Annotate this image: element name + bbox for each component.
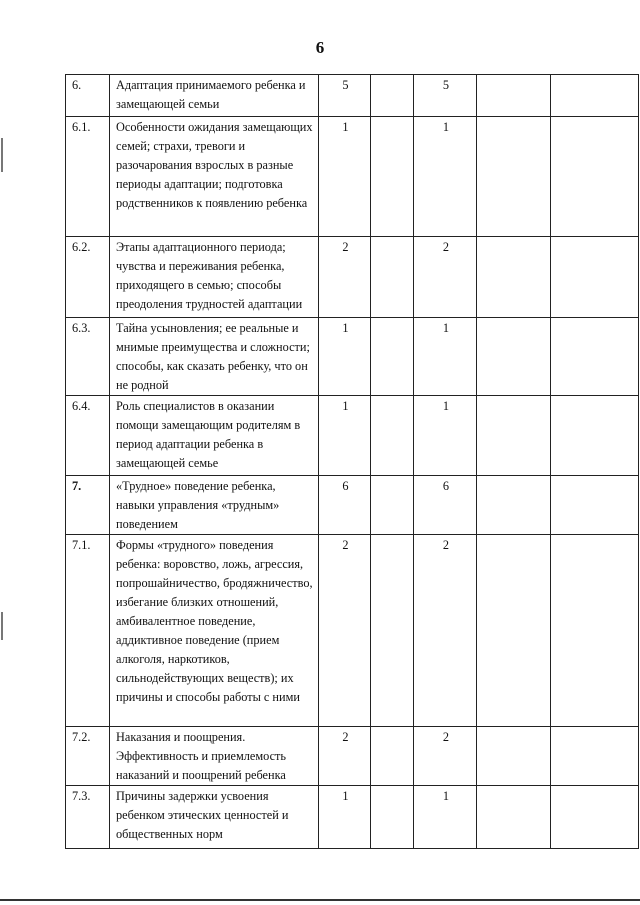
hours-col2 xyxy=(371,476,414,535)
hours-col4 xyxy=(477,786,551,849)
hours-col5 xyxy=(551,117,639,237)
hours-col5 xyxy=(551,535,639,727)
hours-col4 xyxy=(477,318,551,396)
table-row xyxy=(66,75,639,117)
hours-col5 xyxy=(551,237,639,318)
hours-col3: 2 xyxy=(414,727,477,786)
hours-col2 xyxy=(371,535,414,727)
table-row xyxy=(66,727,639,786)
hours-col4 xyxy=(477,535,551,727)
curriculum-table xyxy=(65,74,639,849)
row-number: 6.2. xyxy=(66,237,110,318)
hours-col4 xyxy=(477,75,551,117)
page-number: 6 xyxy=(315,38,325,57)
scan-bottom-edge xyxy=(0,899,640,901)
hours-total: 5 xyxy=(319,75,371,117)
row-topic: Тайна усыновления; ее реальные и мнимые преимущества и сложности; способы, как сказать ребенку, что он не родной xyxy=(110,318,319,396)
row-topic: Наказания и поощрения. Эффективность и приемлемость наказаний и поощрений ребенка xyxy=(110,727,319,786)
hours-col2 xyxy=(371,786,414,849)
hours-col3: 2 xyxy=(414,535,477,727)
table-row xyxy=(66,117,639,237)
table-row xyxy=(66,396,639,476)
hours-col2 xyxy=(371,396,414,476)
row-number: 7.3. xyxy=(66,786,110,849)
hours-col3: 6 xyxy=(414,476,477,535)
hours-col3: 1 xyxy=(414,117,477,237)
row-topic: Особенности ожидания замещающих семей; страхи, тревоги и разочарования взрослых в разные периоды адаптации; подготовка родственников к появлению ребенка xyxy=(110,117,319,237)
hours-total: 1 xyxy=(319,117,371,237)
hours-col2 xyxy=(371,318,414,396)
row-number: 7. xyxy=(66,476,110,535)
hours-col3: 1 xyxy=(414,786,477,849)
hours-col5 xyxy=(551,396,639,476)
hours-total: 2 xyxy=(319,535,371,727)
hours-col5 xyxy=(551,476,639,535)
hours-total: 1 xyxy=(319,318,371,396)
row-topic: Формы «трудного» поведения ребенка: воровство, ложь, агрессия, попрошайничество, бродяжничество, избегание близких отношений, амбивалентное поведение, аддиктивное поведение (прием алкоголя, наркотиков, сильнодействующих веществ); их причины и способы работы с ними xyxy=(110,535,319,727)
hours-col5 xyxy=(551,786,639,849)
hours-total: 1 xyxy=(319,396,371,476)
hours-col3: 5 xyxy=(414,75,477,117)
row-number: 6.3. xyxy=(66,318,110,396)
hours-col5 xyxy=(551,727,639,786)
hours-col4 xyxy=(477,237,551,318)
row-number: 7.2. xyxy=(66,727,110,786)
hours-total: 2 xyxy=(319,727,371,786)
hours-total: 1 xyxy=(319,786,371,849)
hours-col3: 1 xyxy=(414,318,477,396)
hours-col2 xyxy=(371,727,414,786)
scan-margin-mark xyxy=(1,138,3,172)
row-number: 7.1. xyxy=(66,535,110,727)
table-row xyxy=(66,476,639,535)
hours-total: 6 xyxy=(319,476,371,535)
hours-col4 xyxy=(477,396,551,476)
hours-col2 xyxy=(371,237,414,318)
row-topic: Этапы адаптационного периода; чувства и переживания ребенка, приходящего в семью; способы преодоления трудностей адаптации xyxy=(110,237,319,318)
row-topic: Причины задержки усвоения ребенком этических ценностей и общественных норм xyxy=(110,786,319,849)
row-number: 6. xyxy=(66,75,110,117)
hours-col4 xyxy=(477,117,551,237)
table-row xyxy=(66,535,639,727)
hours-col4 xyxy=(477,476,551,535)
hours-total: 2 xyxy=(319,237,371,318)
table-row xyxy=(66,237,639,318)
hours-col3: 2 xyxy=(414,237,477,318)
row-topic: «Трудное» поведение ребенка, навыки управления «трудным» поведением xyxy=(110,476,319,535)
hours-col5 xyxy=(551,75,639,117)
row-number: 6.1. xyxy=(66,117,110,237)
row-topic: Адаптация принимаемого ребенка и замещающей семьи xyxy=(110,75,319,117)
table-row xyxy=(66,318,639,396)
scan-margin-mark xyxy=(1,612,3,640)
hours-col4 xyxy=(477,727,551,786)
hours-col3: 1 xyxy=(414,396,477,476)
hours-col2 xyxy=(371,75,414,117)
row-number: 6.4. xyxy=(66,396,110,476)
hours-col5 xyxy=(551,318,639,396)
row-topic: Роль специалистов в оказании помощи замещающим родителям в период адаптации ребенка в замещающей семье xyxy=(110,396,319,476)
table-row xyxy=(66,786,639,849)
hours-col2 xyxy=(371,117,414,237)
